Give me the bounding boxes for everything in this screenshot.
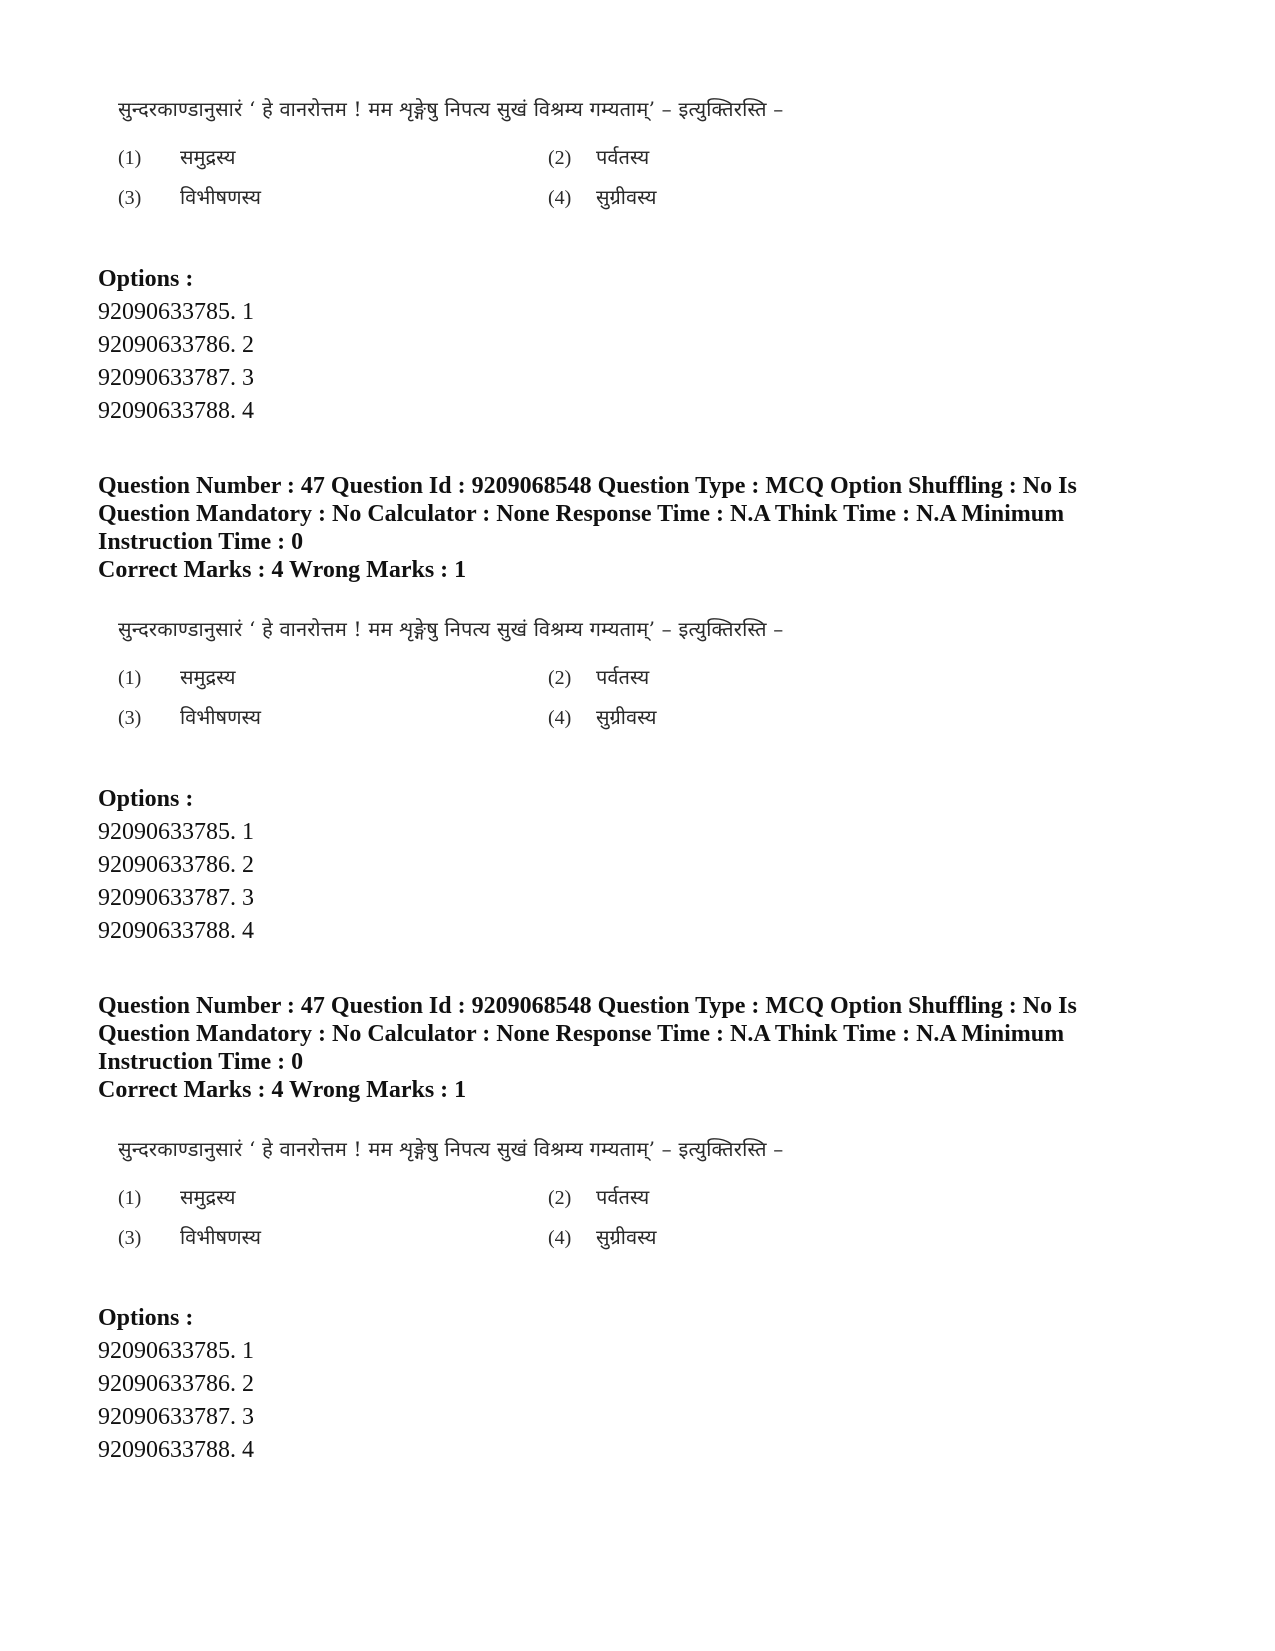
option-id-line: 92090633787. 3 — [98, 885, 254, 911]
question-option-4 — [548, 1223, 656, 1250]
option-text: समुद्रस्य — [180, 145, 236, 169]
question-image — [118, 1135, 818, 1255]
option-text: सुग्रीवस्य — [596, 1225, 657, 1249]
question-header — [98, 472, 1188, 556]
option-text: सुग्रीवस्य — [596, 705, 657, 729]
question-option-2 — [548, 663, 649, 690]
option-number: (3) — [118, 707, 142, 729]
option-id-line: 92090633788. 4 — [98, 918, 254, 944]
question-header-line: Instruction Time : 0 — [98, 1049, 304, 1075]
question-option-4 — [548, 703, 656, 730]
question-text: सुन्दरकाण्डानुसारं ‘ हे वानरोत्तम ! मम शृङ्गेषु निपत्य सुखं विश्रम्य गम्यताम्’ – इत्युक्तिरस्ति – — [118, 617, 784, 641]
question-header-line: Question Number : 47 Question Id : 9209068548 Question Type : MCQ Option Shuffling : No Is — [98, 993, 1077, 1019]
option-id-line: 92090633787. 3 — [98, 365, 254, 391]
option-number: (4) — [548, 187, 572, 209]
option-number: (1) — [118, 147, 142, 169]
question-text: सुन्दरकाण्डानुसारं ‘ हे वानरोत्तम ! मम शृङ्गेषु निपत्य सुखं विश्रम्य गम्यताम्’ – इत्युक्तिरस्ति – — [118, 97, 784, 121]
option-id-line: 92090633788. 4 — [98, 398, 254, 424]
option-number: (2) — [548, 1187, 572, 1209]
option-id-line: 92090633785. 1 — [98, 1338, 254, 1364]
option-number: (1) — [118, 1187, 142, 1209]
marks-line: Correct Marks : 4 Wrong Marks : 1 — [98, 557, 467, 583]
option-number: (1) — [118, 667, 142, 689]
question-option-1 — [118, 143, 235, 170]
question-header-line: Instruction Time : 0 — [98, 529, 304, 555]
question-option-3 — [118, 1223, 261, 1250]
option-id-line: 92090633786. 2 — [98, 1371, 254, 1397]
question-header-line: Question Mandatory : No Calculator : None Response Time : N.A Think Time : N.A Minimum — [98, 1021, 1065, 1047]
question-option-4 — [548, 183, 656, 210]
option-number: (2) — [548, 667, 572, 689]
option-text: विभीषणस्य — [180, 1225, 261, 1249]
question-option-1 — [118, 1183, 235, 1210]
option-id-line: 92090633786. 2 — [98, 852, 254, 878]
option-text: पर्वतस्य — [596, 1185, 650, 1209]
option-text: समुद्रस्य — [180, 665, 236, 689]
option-id-line: 92090633787. 3 — [98, 1404, 254, 1430]
question-header — [98, 992, 1188, 1076]
question-header-line: Question Mandatory : No Calculator : None Response Time : N.A Think Time : N.A Minimum — [98, 501, 1065, 527]
options-title: Options : — [98, 1305, 194, 1331]
question-option-2 — [548, 143, 649, 170]
option-number: (3) — [118, 1227, 142, 1249]
option-id-line: 92090633786. 2 — [98, 332, 254, 358]
question-image — [118, 615, 818, 735]
option-text: सुग्रीवस्य — [596, 185, 657, 209]
option-number: (2) — [548, 147, 572, 169]
option-id-line: 92090633785. 1 — [98, 819, 254, 845]
question-text: सुन्दरकाण्डानुसारं ‘ हे वानरोत्तम ! मम शृङ्गेषु निपत्य सुखं विश्रम्य गम्यताम्’ – इत्युक्तिरस्ति – — [118, 1137, 784, 1161]
options-title: Options : — [98, 266, 194, 292]
option-id-line: 92090633788. 4 — [98, 1437, 254, 1463]
question-image — [118, 95, 818, 215]
question-option-3 — [118, 183, 261, 210]
question-header-line: Question Number : 47 Question Id : 9209068548 Question Type : MCQ Option Shuffling : No Is — [98, 473, 1077, 499]
option-text: समुद्रस्य — [180, 1185, 236, 1209]
options-title: Options : — [98, 786, 194, 812]
option-text: पर्वतस्य — [596, 665, 650, 689]
question-option-1 — [118, 663, 235, 690]
option-number: (3) — [118, 187, 142, 209]
option-text: विभीषणस्य — [180, 705, 261, 729]
option-text: पर्वतस्य — [596, 145, 650, 169]
marks-line: Correct Marks : 4 Wrong Marks : 1 — [98, 1077, 467, 1103]
option-number: (4) — [548, 1227, 572, 1249]
option-text: विभीषणस्य — [180, 185, 261, 209]
question-option-2 — [548, 1183, 649, 1210]
question-option-3 — [118, 703, 261, 730]
option-number: (4) — [548, 707, 572, 729]
option-id-line: 92090633785. 1 — [98, 299, 254, 325]
